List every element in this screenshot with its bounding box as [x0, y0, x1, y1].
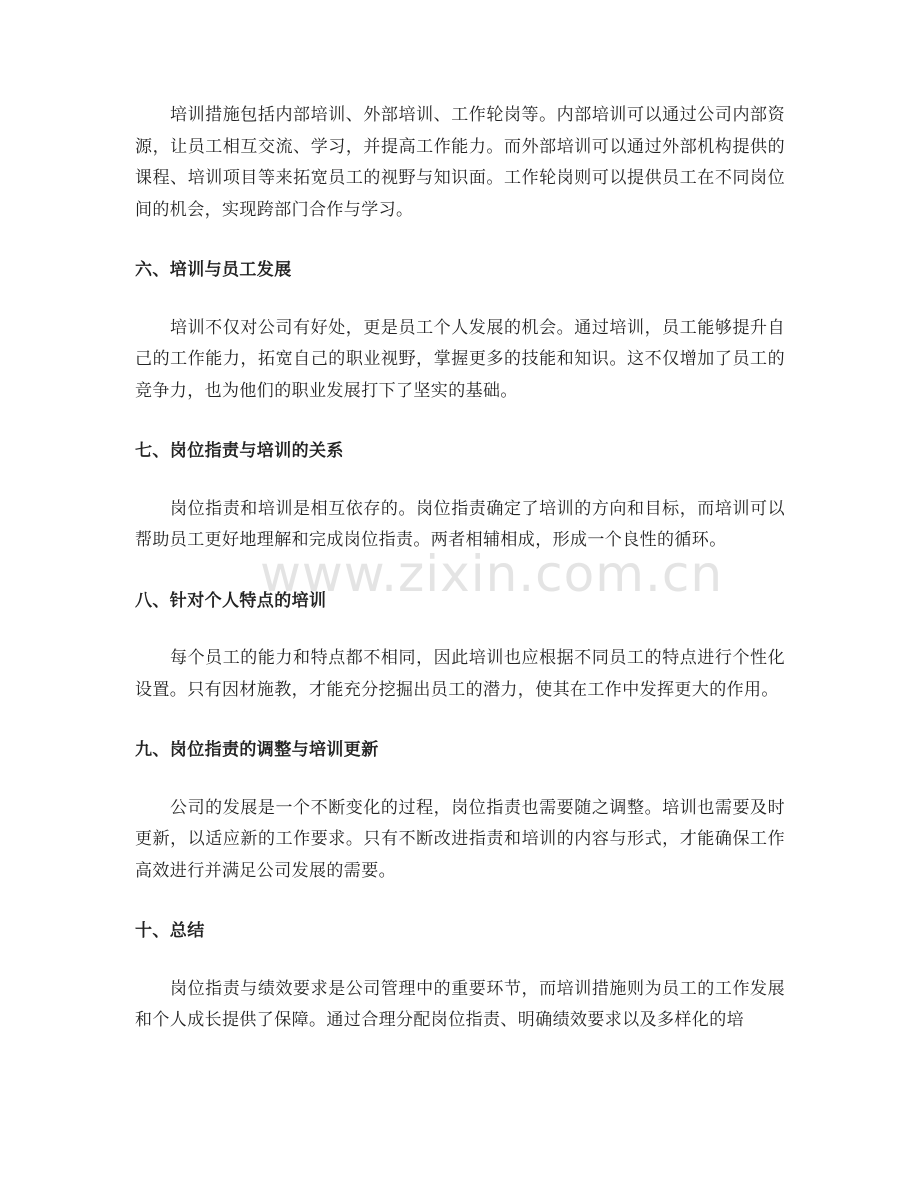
section-paragraph-10: 岗位指责与绩效要求是公司管理中的重要环节，而培训措施则为员工的工作发展和个人成长提供了保障。通过合理分配岗位指责、明确绩效要求以及多样化的培 — [135, 978, 785, 1030]
section-paragraph-8: 每个员工的能力和特点都不相同，因此培训也应根据不同员工的特点进行个性化设置。只有因材施教，才能充分挖掘出员工的潜力，使其在工作中发挥更大的作用。 — [135, 648, 785, 700]
document-body — [135, 100, 785, 1037]
section-heading-7: 七、岗位指责与培训的关系 — [135, 441, 344, 461]
intro-paragraph: 培训措施包括内部培训、外部培训、工作轮岗等。内部培训可以通过公司内部资源，让员工相互交流、学习，并提高工作能力。而外部培训可以通过外部机构提供的课程、培训项目等来拓宽员工的视野与知识面。工作轮岗则可以提供员工在不同岗位间的机会，实现跨部门合作与学习。 — [135, 105, 785, 220]
section-heading-6: 六、培训与员工发展 — [135, 260, 292, 280]
section-paragraph-7: 岗位指责和培训是相互依存的。岗位指责确定了培训的方向和目标，而培训可以帮助员工更好地理解和完成岗位指责。两者相辅相成，形成一个良性的循环。 — [135, 498, 785, 550]
section-heading-8: 八、针对个人特点的培训 — [135, 590, 327, 611]
watermark-text: www.zixin.com.cn — [260, 545, 724, 603]
section-heading-9: 九、岗位指责的调整与培训更新 — [135, 740, 379, 760]
section-paragraph-9: 公司的发展是一个不断变化的过程，岗位指责也需要随之调整。培训也需要及时更新，以适应新的工作要求。只有不断改进指责和培训的内容与形式，才能确保工作高效进行并满足公司发展的需要。 — [135, 797, 785, 881]
section-heading-10: 十、总结 — [135, 921, 205, 941]
section-paragraph-6: 培训不仅对公司有好处，更是员工个人发展的机会。通过培训，员工能够提升自己的工作能力，拓宽自己的职业视野，掌握更多的技能和知识。这不仅增加了员工的竞争力，也为他们的职业发展打下了坚实的基础。 — [135, 317, 785, 401]
